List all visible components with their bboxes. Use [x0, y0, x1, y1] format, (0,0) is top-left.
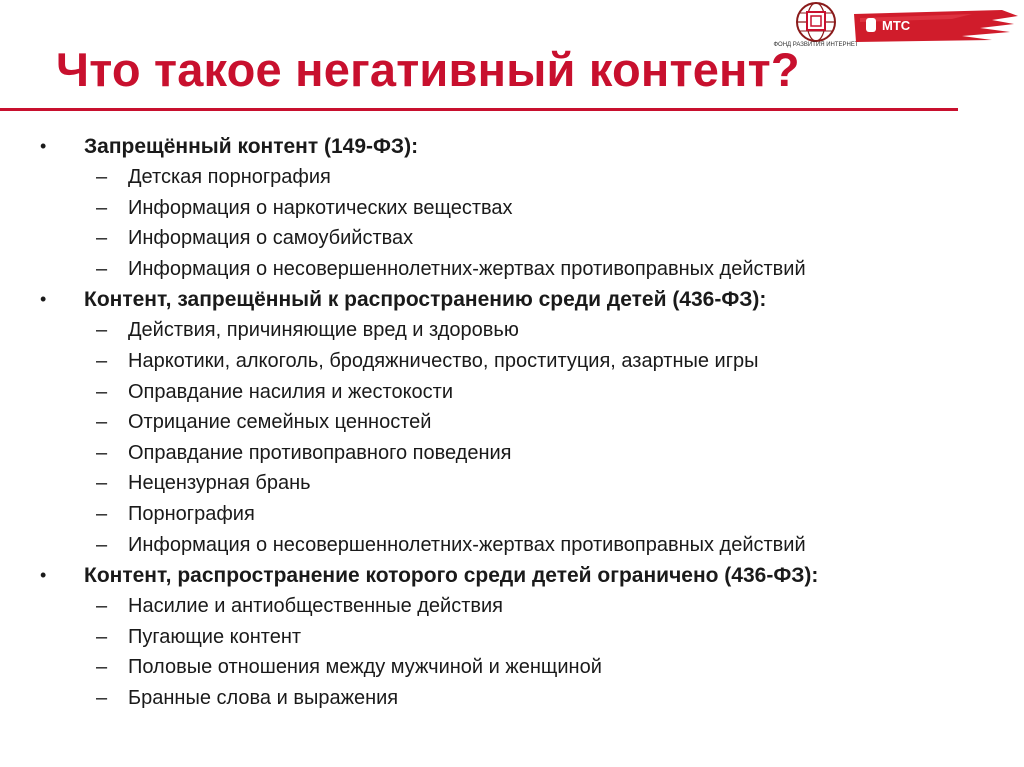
title-divider: [0, 108, 958, 111]
list-item-text: Информация о несовершеннолетних-жертвах противоправных действий: [128, 533, 806, 556]
list-item: [40, 162, 1000, 193]
dash-icon: –: [96, 380, 108, 403]
list-item: [40, 468, 1000, 499]
dash-icon: –: [96, 686, 108, 709]
list-item-text: Оправдание противоправного поведения: [128, 441, 512, 464]
section-items: [40, 315, 1000, 560]
list-item-text: Информация о наркотических веществах: [128, 196, 513, 219]
section-heading-row: [40, 284, 1000, 315]
dash-icon: –: [96, 196, 108, 219]
dash-icon: –: [96, 257, 108, 280]
list-item: [40, 315, 1000, 346]
section-items: [40, 591, 1000, 713]
list-item-text: Наркотики, алкоголь, бродяжничество, проституция, азартные игры: [128, 349, 759, 372]
list-item-text: Нецензурная брань: [128, 472, 311, 495]
list-item-text: Действия, причиняющие вред и здоровью: [128, 319, 519, 342]
list-item: [40, 591, 1000, 622]
list-item: [40, 407, 1000, 438]
list-item: [40, 377, 1000, 408]
dash-icon: –: [96, 502, 108, 525]
bullet-icon: •: [40, 136, 47, 156]
list-item: [40, 438, 1000, 469]
dash-icon: –: [96, 472, 108, 495]
list-item: [40, 193, 1000, 224]
list-item-text: Бранные слова и выражения: [128, 686, 399, 709]
section-3: [40, 560, 1000, 713]
section-2: [40, 284, 1000, 560]
list-item: [40, 254, 1000, 285]
list-item: [40, 683, 1000, 714]
list-item: [40, 622, 1000, 653]
fund-logo-label: ФОНД РАЗВИТИЯ ИНТЕРНЕТ: [773, 42, 859, 48]
mts-logo-label: МТС: [882, 18, 911, 33]
list-item: [40, 223, 1000, 254]
list-item-text: Отрицание семейных ценностей: [128, 411, 432, 434]
list-item: [40, 346, 1000, 377]
list-item-text: Детская порнография: [128, 166, 331, 188]
section-heading-row: [40, 560, 1000, 591]
list-item-text: Оправдание насилия и жестокости: [128, 380, 454, 403]
section-heading: Запрещённый контент (149-ФЗ):: [84, 135, 419, 158]
mts-logo: [852, 6, 1020, 48]
dash-icon: –: [96, 656, 108, 679]
list-item-text: Информация о самоубийствах: [128, 227, 414, 250]
list-item-text: Информация о несовершеннолетних-жертвах противоправных действий: [128, 257, 806, 280]
list-item-text: Пугающие контент: [128, 625, 302, 648]
section-1: [40, 131, 1000, 284]
dash-icon: –: [96, 227, 108, 250]
dash-icon: –: [96, 595, 108, 618]
section-heading: Контент, распространение которого среди детей ограничено (436-ФЗ):: [84, 564, 819, 588]
section-heading: Контент, запрещённый к распространению среди детей (436-ФЗ):: [84, 288, 767, 312]
content-list: [40, 131, 1000, 714]
section-heading-row: [40, 131, 1000, 162]
list-item-text: Порнография: [128, 502, 255, 525]
dash-icon: –: [96, 411, 108, 434]
bullet-icon: •: [40, 289, 47, 310]
section-items: [40, 162, 1000, 284]
list-item: [40, 530, 1000, 561]
dash-icon: –: [96, 166, 108, 188]
dash-icon: –: [96, 349, 108, 372]
page-title: Что такое негативный контент?: [56, 43, 800, 96]
list-item-text: Насилие и антиобщественные действия: [128, 595, 503, 618]
dash-icon: –: [96, 319, 108, 342]
list-item: [40, 652, 1000, 683]
dash-icon: –: [96, 441, 108, 464]
fund-logo: [773, 0, 859, 48]
bullet-icon: •: [40, 565, 47, 586]
list-item: [40, 499, 1000, 530]
dash-icon: –: [96, 533, 108, 556]
list-item-text: Половые отношения между мужчиной и женщиной: [128, 656, 602, 679]
dash-icon: –: [96, 625, 108, 648]
